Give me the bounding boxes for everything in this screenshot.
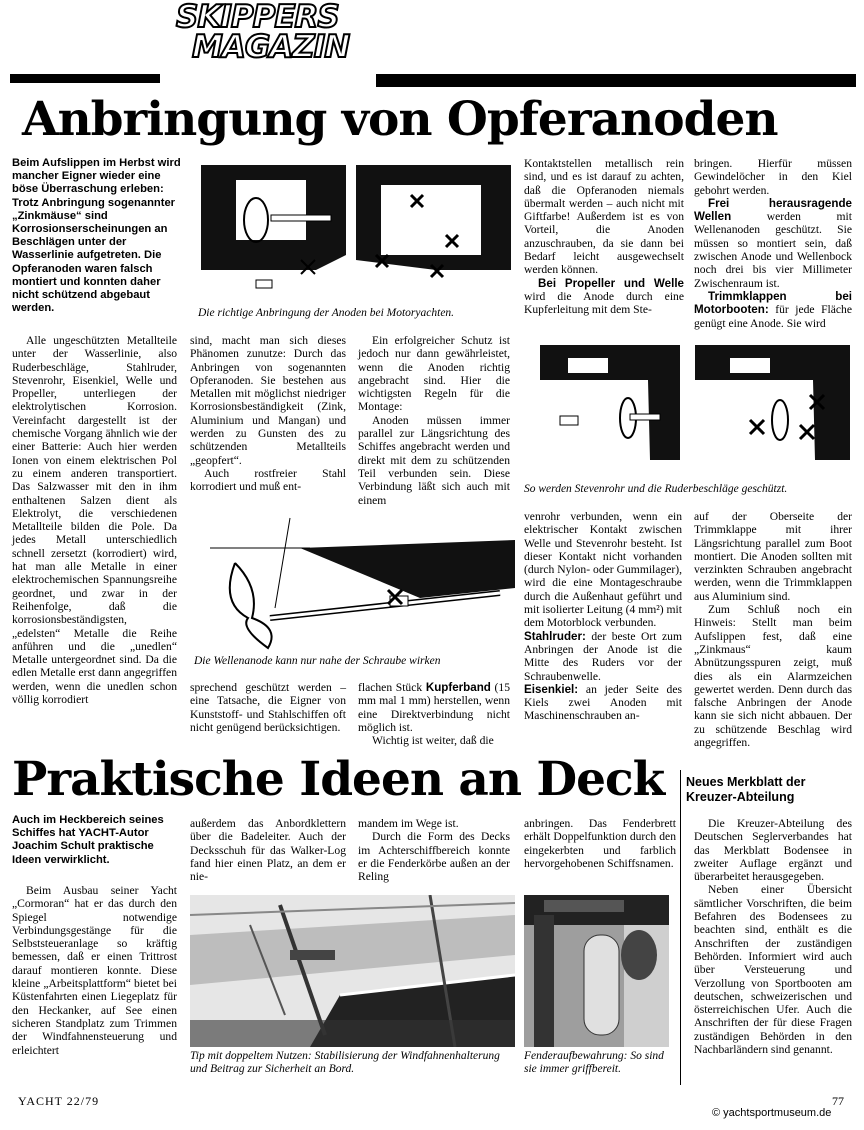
article2-col4: anbringen. Das Fenderbrett erhält Doppelfunktion durch den eingekerbten und farblich hervorgehobenen Schiffsnamen. <box>524 817 676 870</box>
figure-shaft <box>190 508 515 653</box>
sidebar-title <box>686 775 858 805</box>
footer-page-number: 77 <box>832 1094 844 1108</box>
article-lead <box>12 157 188 315</box>
photo-windvane-caption: Tip mit doppeltem Nutzen: Stabilisierung der Windfahnenhalterung und Beitrag zur Sicherheit an Bord. <box>190 1050 500 1075</box>
sidebar-title-line2: Kreuzer-Abteilung <box>686 790 795 804</box>
sidebar-divider <box>680 770 681 1085</box>
article-col2: sind, macht man sich dieses Phänomen zunutze: Durch das Anbringen von sogenannten Opferanoden. Sie bestehen aus Metallen mit möglichst niedriger Korrosionsbeständigkeit (Zink, Aluminium und Mangan) und werden zu Gunsten des zu schützenden Metallteils „geopfert“. Auch rostfreier Stahl korrodiert und muß ent- <box>190 334 346 494</box>
article-headline: Anbringung von Opferanoden <box>22 92 778 147</box>
masthead-logo <box>176 0 376 65</box>
figure-rudder-drawing <box>530 340 860 475</box>
article2-col2: außerdem das Anbordklettern über die Badeleiter. Auch der Decksschuh für das Walker-Log fand hier einen Platz, an dem er nie- <box>190 817 346 884</box>
footer-watermark: © yachtsportmuseum.de <box>712 1107 832 1119</box>
masthead-rule-left <box>10 74 160 83</box>
figure-shaft-caption: Die Wellenanode kann nur nahe der Schraube wirken <box>194 655 441 667</box>
masthead-line1: SKIPPERS <box>176 0 339 35</box>
figure-motor-yacht-drawing <box>196 160 516 305</box>
figure-rudder-caption: So werden Stevenrohr und die Ruderbeschläge geschützt. <box>524 483 788 495</box>
photo-fender-image <box>524 895 669 1047</box>
article2-col1: Beim Ausbau seiner Yacht „Cormoran“ hat er das durch den Spiegel notwendige Verbindungsgestänge für die Selbststeueranlage so kräftig bemessen, daß er einen Trittrost darauf montieren konnte. Diese kleine „Arbeitsplattform“ bietet bei Küstenfahrten einen Liegeplatz für den Heckanker, auf See einen sicheren Standplatz zum Trimmen der Windfahnensteuerung und erleichtert <box>12 884 177 1057</box>
article-col4-mid: venrohr verbunden, wenn ein elektrischer Kontakt zwischen Welle und Stevenrohr besteht. Ist dieser Kontakt nicht vorhanden (durch Nylon- oder Gummilager), wird die eine Montageschraube durch die Außenhaut geführt und mit isolierter Leitung (4 mm²) mit dem Motorblock verbunden. Stahlruder: der beste Ort zum Anbringen der Anode ist die Mitte des Ruders vor der Schraubenwelle. Eisenkiel: an jeder Seite des Kiels zwei Anoden mit Maschinenschrauben an- <box>524 510 682 723</box>
article-col3: Ein erfolgreicher Schutz ist jedoch nur dann gewährleistet, wenn die Anoden richtig angebracht sind. Hier die wichtigsten Regeln für die Montage: Anoden müssen immer parallel zur Längsrichtung des Schiffes angebracht werden und direkt mit dem zu schützenden Teil verbunden sein. Diese Verbindung läßt sich auch mit einem <box>358 334 510 507</box>
article-col4-top: Kontaktstellen metallisch rein sind, und es ist darauf zu achten, daß die Opferanoden niemals übermalt werden – auch nicht mit Giftfarbe! Außerdem ist es von Vorteil, die Anoden anzuschrauben, da sie dann bei Bedarf leicht ausgewechselt werden können. Bei Propeller und Welle wird die Anode durch eine Kupferleitung mit dem Ste- <box>524 157 684 317</box>
photo-fender-caption: Fenderaufbewahrung: So sind sie immer griffbereit. <box>524 1050 664 1075</box>
sidebar-title-line1: Neues Merkblatt der <box>686 775 806 789</box>
figure-motor-yacht <box>196 160 516 305</box>
photo-windvane-image <box>190 895 515 1047</box>
article-col1: Alle ungeschützten Metallteile unter der Wasserlinie, also Ruderbeschläge, Stahlruder, Stevenrohr, Eisenkiel, Welle und Propeller, unterliegen der elektrolytischen Korrosion. Vereinfacht dargestellt ist der chemische Vorgang ähnlich wie der einer Batterie: Auch hier werden Ionen von einem elektrischen Pol zu einem anderen transportiert. Das Salzwasser mit den in ihm enthaltenen Salzen dient als Elektrolyt, die verschiedenen Metallteile bilden die Pole. Da jedes Metall unterschiedlich schnell zersetzt (korrodiert) wird, hat man alle Metalle in einer elektrochemischen Spannungsreihe geordnet, und zwar in der Reihenfolge, daß die korrosionsbeständigsten, „edelsten“ Metalle die Reihe anführen und die „unedlen“ Metalle untergeordnet sind. Da die edlen Metalle erst dann angegriffen werden, wenn die unedlen schon völlig korrodiert <box>12 334 177 707</box>
masthead-rule-right <box>376 74 856 87</box>
article2-headline: Praktische Ideen an Deck <box>12 752 665 807</box>
article-col3-bottom: flachen Stück Kupferband (15 mm mal 1 mm) herstellen, wenn eine Direktverbindung nicht möglich ist. Wichtig ist weiter, daß die <box>358 681 511 748</box>
figure-motor-yacht-caption: Die richtige Anbringung der Anoden bei Motoryachten. <box>198 307 455 319</box>
article2-lead <box>12 814 182 867</box>
article-col5-top: bringen. Hierfür müssen Gewindelöcher in den Kiel gebohrt werden. Frei herausragende Wellen werden mit Wellenanoden geschützt. Sie müssen so montiert sein, daß zwischen Anode und Wellenbock noch drei bis vier Millimeter Zwischenraum ist. Trimmklappen bei Motorbooten: für jede Fläche genügt eine Anode. Sie wird <box>694 157 853 330</box>
lead-text: Beim Aufslippen im Herbst wird mancher Eigner wieder eine böse Überraschung erleben: Trotz Anbringung sogenannter „Zinkmäuse“ sind Korrosionserscheinungen an Beschlägen unter der Wasserlinie aufgetreten. Die Opferanoden waren falsch montiert und konnten daher nicht schützend abgebaut werden. <box>12 157 181 315</box>
sidebar-body: Die Kreuzer-Abteilung des Deutschen Seglerverbandes hat das Merkblatt Bodensee in zweiter Auflage ergänzt und überarbeitet herausgegeben. Neben einer Übersicht sämtlicher Vorschriften, die beim Befahren des Bodensees zu beachten sind, enthält es die Anschriften der zuständigen Behörden. Informiert wird auch über Versteuerung und Verzollung von Sportbooten am deutschen, schweizerischen und österreichischen Ufer. Auch die Anschriften der für diese Fragen zuständigen Behörden in den Nachbarländern sind genannt. <box>694 817 852 1057</box>
article2-col3: mandem im Wege ist. Durch die Form des Decks im Achterschiffbereich konnte er die Fenderkörbe außen an der Reling <box>358 817 510 884</box>
footer-issue: YACHT 22/79 <box>18 1094 100 1108</box>
figure-shaft-drawing <box>190 508 515 653</box>
masthead-line2: MAGAZIN <box>192 29 350 65</box>
article-col2-bottom: sprechend geschützt werden – eine Tatsache, die Eigner von Kunststoff- und Stahlschiffen oft nicht genügend berücksichtigen. <box>190 681 346 734</box>
photo-windvane <box>190 895 515 1047</box>
article-col5-mid: auf der Oberseite der Trimmklappe mit ihrer Längsrichtung parallel zum Boot montiert. Die Anoden sollten mit verzinkten Schrauben angebracht werden, wenn die Trimmklappen aus Aluminium sind. Zum Schluß noch ein Hinweis: Stellt man beim Aufslippen fest, daß eine „Zinkmaus“ kaum Abnützungsspuren zeigt, muß dies als ein Alarmzeichen gewertet werden. Denn durch das falsche Anbringen der Anode kann sie sich nicht abbauen. Der zu schützende Beschlag wird angegriffen. <box>694 510 852 750</box>
article2-lead-text: Auch im Heckbereich seines Schiffes hat YACHT-Autor Joachim Schult praktische Ideen verwirklicht. <box>12 814 164 866</box>
figure-rudder <box>530 340 860 475</box>
photo-fender <box>524 895 669 1047</box>
